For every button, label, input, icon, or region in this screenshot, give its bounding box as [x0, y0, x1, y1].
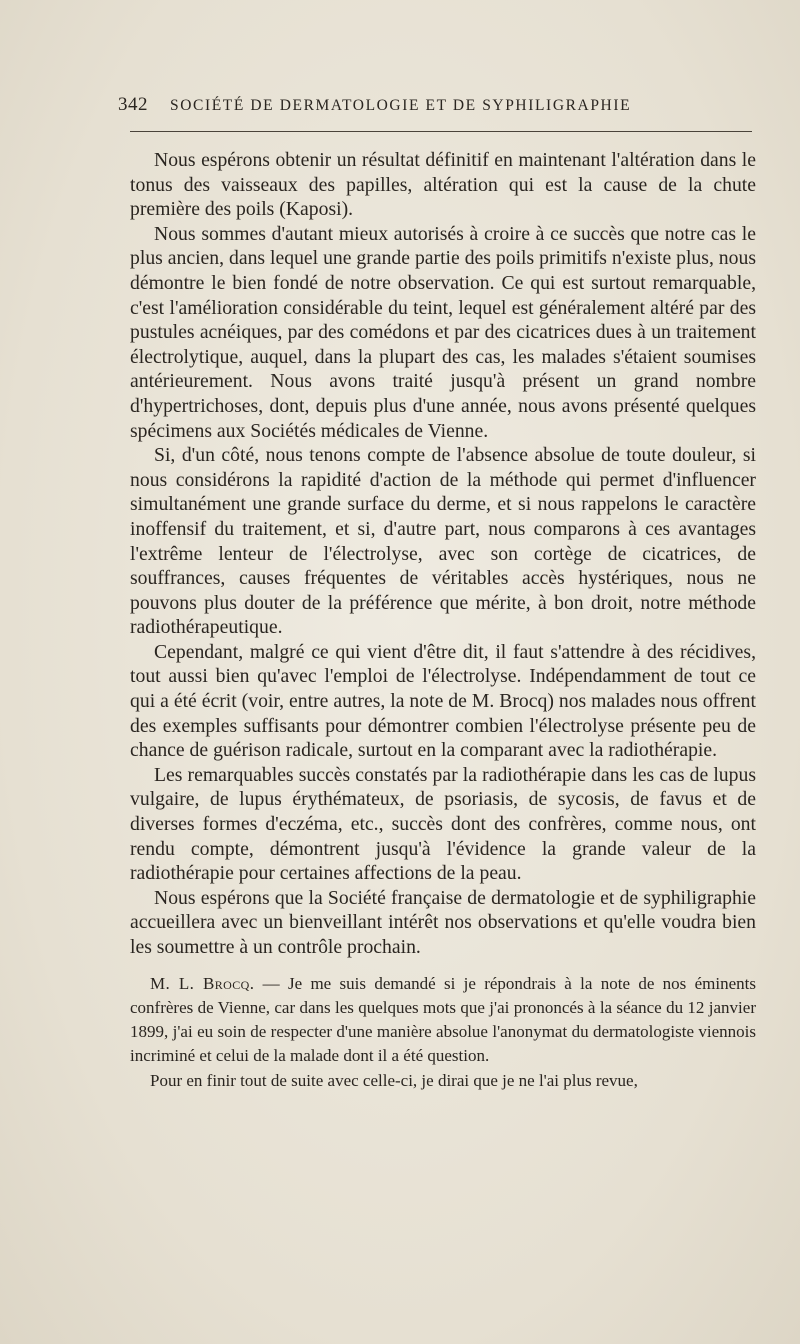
main-text: [130, 148, 756, 1093]
reply-paragraph: [130, 972, 756, 1069]
paragraph-5: Les remarquables succès constatés par la radiothérapie dans les cas de lupus vulgaire, de lupus érythémateux, de psoriasis, de sycosis, de favus et de diverses formes d'eczéma, etc., succès dont des confrères, comme nous, ont rendu compte, démontrent jusqu'à l'évidence la grande valeur de la radiothérapie pour certaines affections de la peau.: [130, 763, 756, 885]
page-number: 342: [118, 94, 148, 115]
header-rule: [130, 131, 752, 132]
paragraph-6: Nous espérons que la Société française de dermatologie et de syphiligraphie accueillera avec un bienveillant intérêt nos observations et qu'elle voudra bien les soumettre à un contrôle prochain.: [130, 886, 756, 958]
paragraph-2: Nous sommes d'autant mieux autorisés à croire à ce succès que notre cas le plus ancien, dans lequel une grande partie des poils primitifs n'existe plus, nous démontre le bien fondé de notre observation. Ce qui est surtout remarquable, c'est l'amélioration considérable du teint, lequel est généralement altéré par des pustules acnéiques, par des comédons et par des cicatrices dues à un traitement électrolytique, auquel, dans la plupart des cas, les malades s'étaient soumises antérieurement. Nous avons traité jusqu'à présent un grand nombre d'hypertrichoses, dont, depuis plus d'une année, nous avons présenté quelques spécimens aux Sociétés médicales de Vienne.: [130, 222, 756, 442]
paragraph-4: Cependant, malgré ce qui vient d'être dit, il faut s'attendre à des récidives, tout aussi bien qu'avec l'emploi de l'électrolyse. Indépendamment de tout ce qui a été écrit (voir, entre autres, la note de M. Brocq) nos malades nous offrent des exemples suffisants pour démontrer combien l'électrolyse présente peu de chance de guérison radicale, surtout en la comparant avec la radiothérapie.: [130, 640, 756, 762]
speaker-name: M. L. Brocq.: [150, 973, 255, 993]
reply-block: [130, 972, 756, 1093]
paragraph-1: Nous espérons obtenir un résultat définitif en maintenant l'altération dans le tonus des vaisseaux des papilles, altération qui est la cause de la chute première des poils (Kaposi).: [130, 149, 756, 221]
running-title: SOCIÉTÉ DE DERMATOLOGIE ET DE SYPHILIGRAPHIE: [170, 97, 632, 114]
paragraph-3: Si, d'un côté, nous tenons compte de l'absence absolue de toute douleur, si nous considérons la rapidité d'action de la méthode qui permet d'influencer simultanément une grande surface du derme, et si nous rappelons le caractère inoffensif du traitement, et si, d'autre part, nous comparons à ces avantages l'extrême lenteur de l'électrolyse, avec son cortège de cicatrices, de souffrances, causes fréquentes de véritables accès hystériques, nous ne pouvons plus douter de la préférence que mérite, à bon droit, notre méthode radiothérapeutique.: [130, 444, 756, 639]
page-header: [118, 94, 752, 124]
reply-continuation: Pour en finir tout de suite avec celle-ci, je dirai que je ne l'ai plus revue,: [150, 1070, 638, 1090]
reply-text: — Je me suis demandé si je répondrais à la note de nos éminents confrères de Vienne, car dans les quelques mots que j'ai prononcés à la séance du 12 janvier 1899, j'ai eu soin de respecter d'une manière absolue l'anonymat du dermatologiste viennois incriminé et celui de la malade dont il a été question.: [130, 973, 756, 1066]
